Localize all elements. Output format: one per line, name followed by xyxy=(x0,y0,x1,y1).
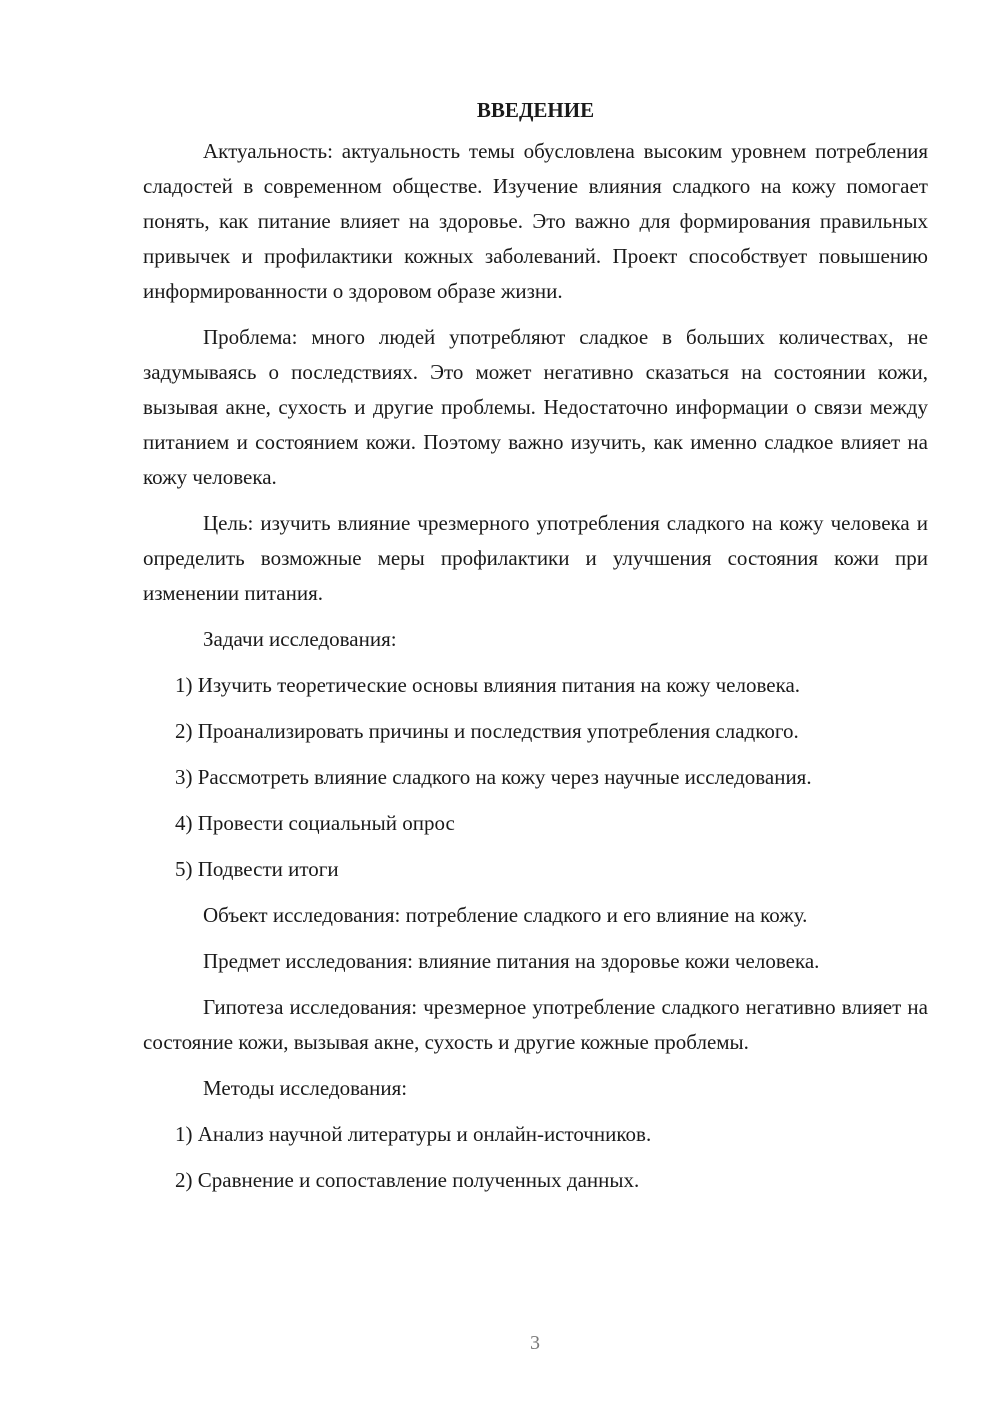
object-paragraph: Объект исследования: потребление сладкого и его влияние на кожу. xyxy=(203,903,808,927)
goal-paragraph: Цель: изучить влияние чрезмерного употребления сладкого на кожу человека и определить возможные меры профилактики и улучшения состояния кожи при изменении питания. xyxy=(143,511,928,605)
method-item: 1) Анализ научной литературы и онлайн-источников. xyxy=(175,1122,652,1146)
hypothesis-paragraph: Гипотеза исследования: чрезмерное употребление сладкого негативно влияет на состояние кожи, вызывая акне, сухость и другие кожные проблемы. xyxy=(143,995,928,1054)
task-item: 1) Изучить теоретические основы влияния питания на кожу человека. xyxy=(175,673,801,697)
subject-paragraph: Предмет исследования: влияние питания на здоровье кожи человека. xyxy=(203,949,820,973)
problem-paragraph: Проблема: много людей употребляют сладкое в больших количествах, не задумываясь о последствиях. Это может негативно сказаться на состоянии кожи, вызывая акне, сухость и другие проблемы. Недостаточно информации о связи между питанием и состоянием кожи. Поэтому важно изучить, как именно сладкое влияет на кожу человека. xyxy=(143,325,928,489)
task-item: 3) Рассмотреть влияние сладкого на кожу через научные исследования. xyxy=(175,765,812,789)
section-title: ВВЕДЕНИЕ xyxy=(476,98,595,122)
document-page xyxy=(143,95,928,1209)
methods-heading: Методы исследования: xyxy=(203,1076,408,1100)
task-item: 5) Подвести итоги xyxy=(175,857,339,881)
task-item: 4) Провести социальный опрос xyxy=(175,811,455,835)
task-item: 2) Проанализировать причины и последствия употребления сладкого. xyxy=(175,719,799,743)
relevance-paragraph: Актуальность: актуальность темы обусловлена высоким уровнем потребления сладостей в современном обществе. Изучение влияния сладкого на кожу помогает понять, как питание влияет на здоровье. Это важно для формирования правильных привычек и профилактики кожных заболеваний. Проект способствует повышению информированности о здоровом образе жизни. xyxy=(143,139,928,303)
page-number: 3 xyxy=(530,1332,540,1354)
tasks-heading: Задачи исследования: xyxy=(203,627,397,651)
method-item: 2) Сравнение и сопоставление полученных данных. xyxy=(175,1168,640,1192)
